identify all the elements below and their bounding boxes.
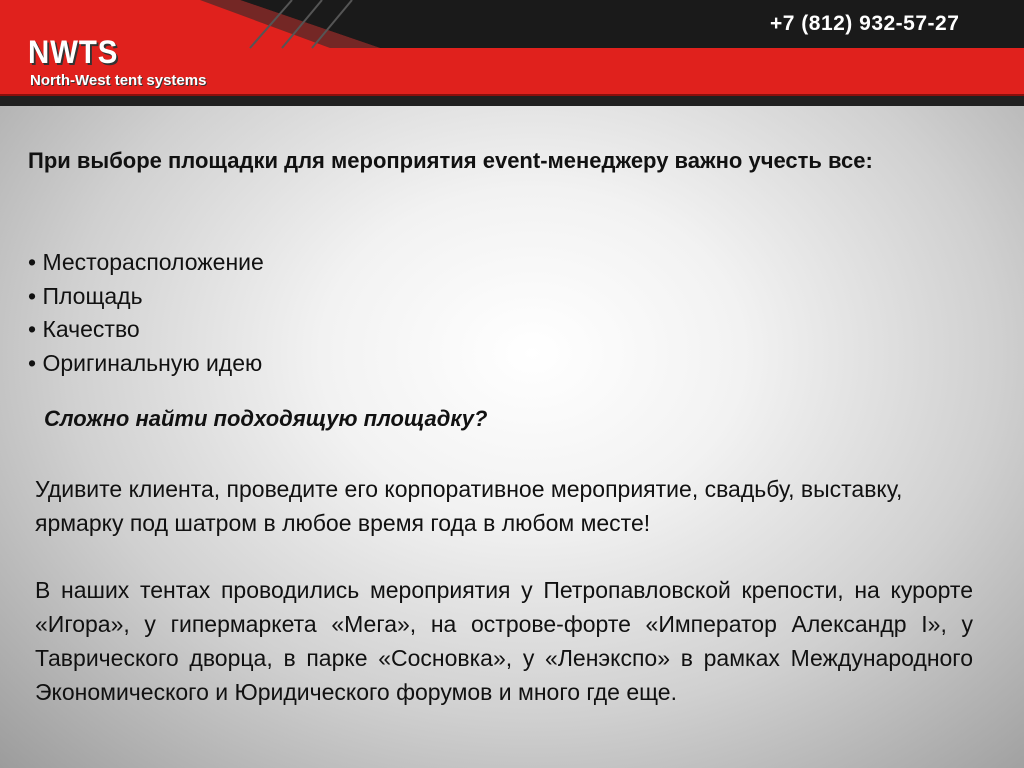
bullet-list bbox=[28, 246, 264, 380]
phone-number: +7 (812) 932-57-27 bbox=[770, 12, 960, 35]
paragraph-offer: Удивите клиента, проведите его корпоративное мероприятие, свадьбу, выставку, ярмарку под шатром в любое время года в любом месте! bbox=[35, 476, 903, 536]
bullet-item: • Площадь bbox=[28, 280, 264, 314]
brand-tagline: North-West tent systems bbox=[30, 72, 207, 89]
paragraph-venues: В наших тентах проводились мероприятия у Петропавловской крепости, на курорте «Игора», у гипермаркета «Мега», на острове-форте «Император Александр I», у Таврического дворца, в парке «Сосновка», у «Ленэкспо» в рамках Международного Экономического и Юридического форумов и много где еще. bbox=[35, 577, 973, 705]
brand-logo: NWTS bbox=[28, 34, 119, 70]
bullet-item: • Качество bbox=[28, 313, 264, 347]
header-banner bbox=[0, 0, 1024, 106]
slide-heading: При выборе площадки для мероприятия event-менеджеру важно учесть все: bbox=[28, 148, 873, 173]
bullet-item: • Оригинальную идею bbox=[28, 347, 264, 381]
question-text: Сложно найти подходящую площадку? bbox=[44, 406, 488, 431]
bullet-item: • Месторасположение bbox=[28, 246, 264, 280]
